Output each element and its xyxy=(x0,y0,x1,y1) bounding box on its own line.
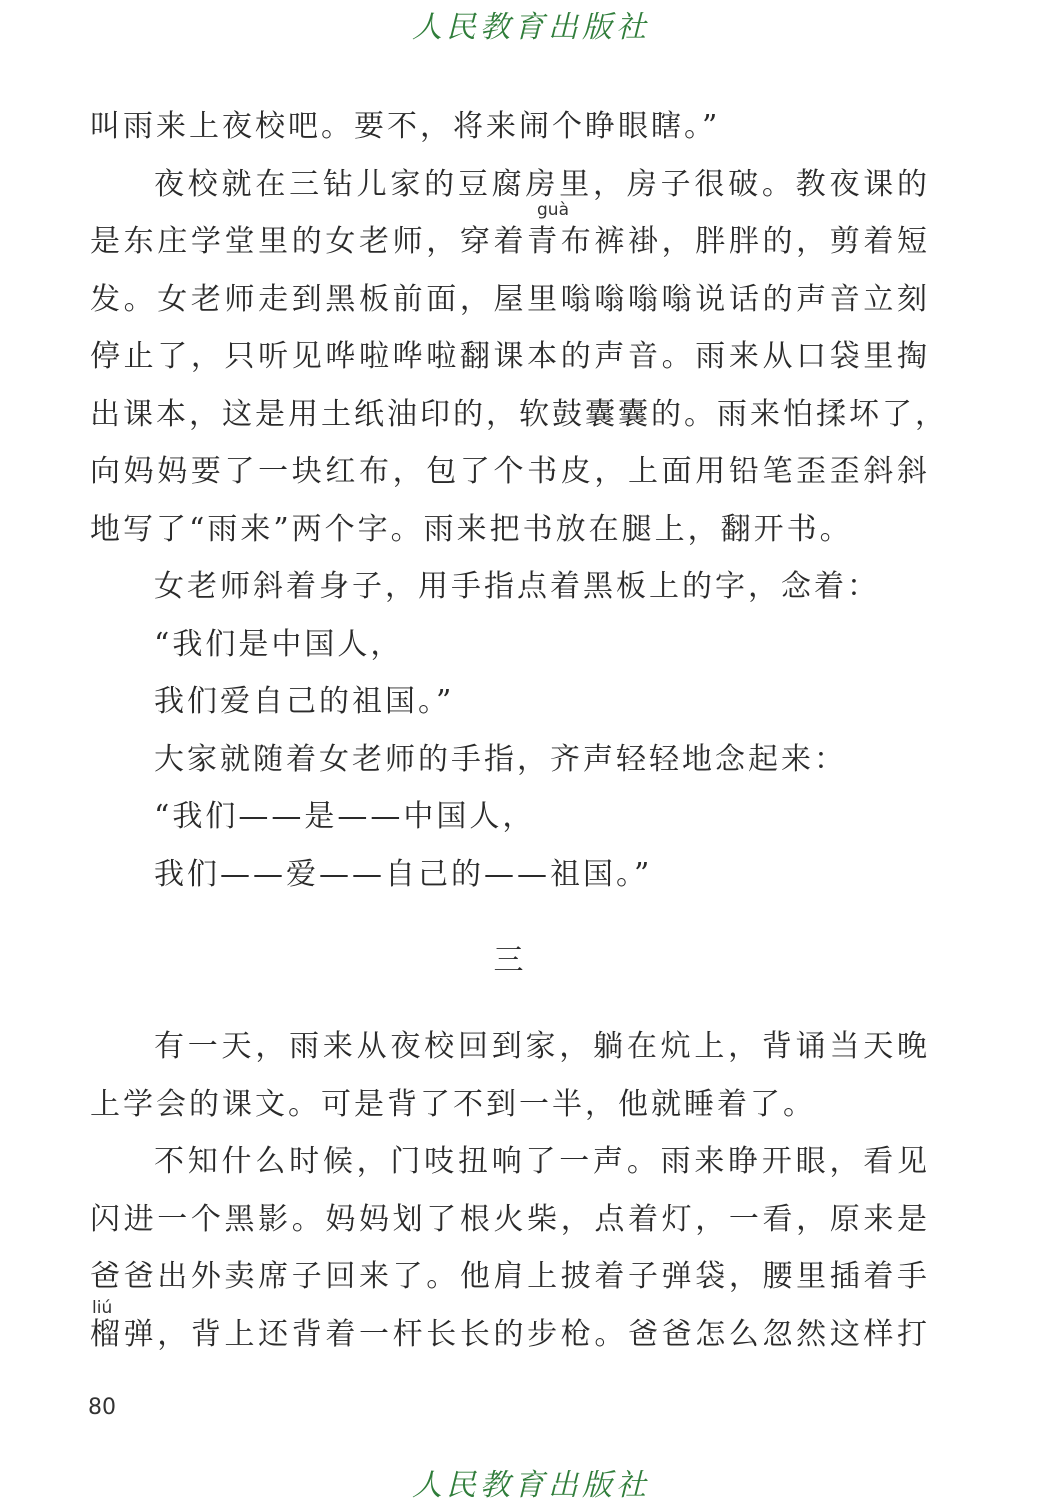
pinyin-annotation: liú xyxy=(92,1298,113,1318)
pinyin-annotation: guà xyxy=(537,200,569,220)
text-line: 有一天，雨来从夜校回到家，躺在炕上，背诵当天晚 xyxy=(154,1029,930,1064)
text-body xyxy=(90,98,948,1363)
text-line: 上学会的课文。可是背了不到一半，他就睡着了。 xyxy=(90,1086,816,1122)
page-number: 80 xyxy=(88,1395,116,1420)
text-line: 闪进一个黑影。妈妈划了根火柴，点着灯，一看，原来是 xyxy=(90,1201,930,1237)
text-line: 我们——爱——自己的——祖国。” xyxy=(154,856,653,892)
text-line: 向妈妈要了一块红布，包了个书皮，上面用铅笔歪歪斜斜 xyxy=(90,454,930,489)
text-line: 叫雨来上夜校吧。要不，将来闹个睁眼瞎。” xyxy=(90,109,721,144)
text-line: 发。女老师走到黑板前面，屋里嗡嗡嗡嗡说话的声音立刻 xyxy=(90,281,930,317)
text-line: 地写了“雨来”两个字。雨来把书放在腿上，翻开书。 xyxy=(90,511,853,547)
text-line: 爸爸出外卖席子回来了。他肩上披着子弹袋，腰里插着手 xyxy=(90,1259,930,1294)
publisher-header: 人民教育出版社 xyxy=(412,10,650,45)
text-line: 大家就随着女老师的手指，齐声轻轻地念起来： xyxy=(154,741,847,777)
text-line: “我们——是——中国人， xyxy=(154,799,536,834)
text-line: 我们爱自己的祖国。” xyxy=(154,684,455,719)
text-line: 是东庄学堂里的女老师，穿着青布裤褂，胖胖的，剪着短 xyxy=(90,224,930,259)
section-heading: 三 xyxy=(493,943,527,978)
text-line: 停止了，只听见哗啦哗啦翻课本的声音。雨来从口袋里掏 xyxy=(90,339,930,374)
text-line: “我们是中国人， xyxy=(154,626,404,662)
publisher-footer: 人民教育出版社 xyxy=(412,1468,650,1503)
text-line: 女老师斜着身子，用手指点着黑板上的字，念着： xyxy=(154,569,880,604)
text-line: 不知什么时候，门吱扭响了一声。雨来睁开眼，看见 xyxy=(154,1144,930,1179)
text-line: 榴弹，背上还背着一杆长长的步枪。爸爸怎么忽然这样打 xyxy=(90,1316,930,1352)
text-line: 夜校就在三钻儿家的豆腐房里，房子很破。教夜课的 xyxy=(154,166,930,202)
text-line: 出课本，这是用土纸油印的，软鼓囊囊的。雨来怕揉坏了， xyxy=(90,396,948,432)
